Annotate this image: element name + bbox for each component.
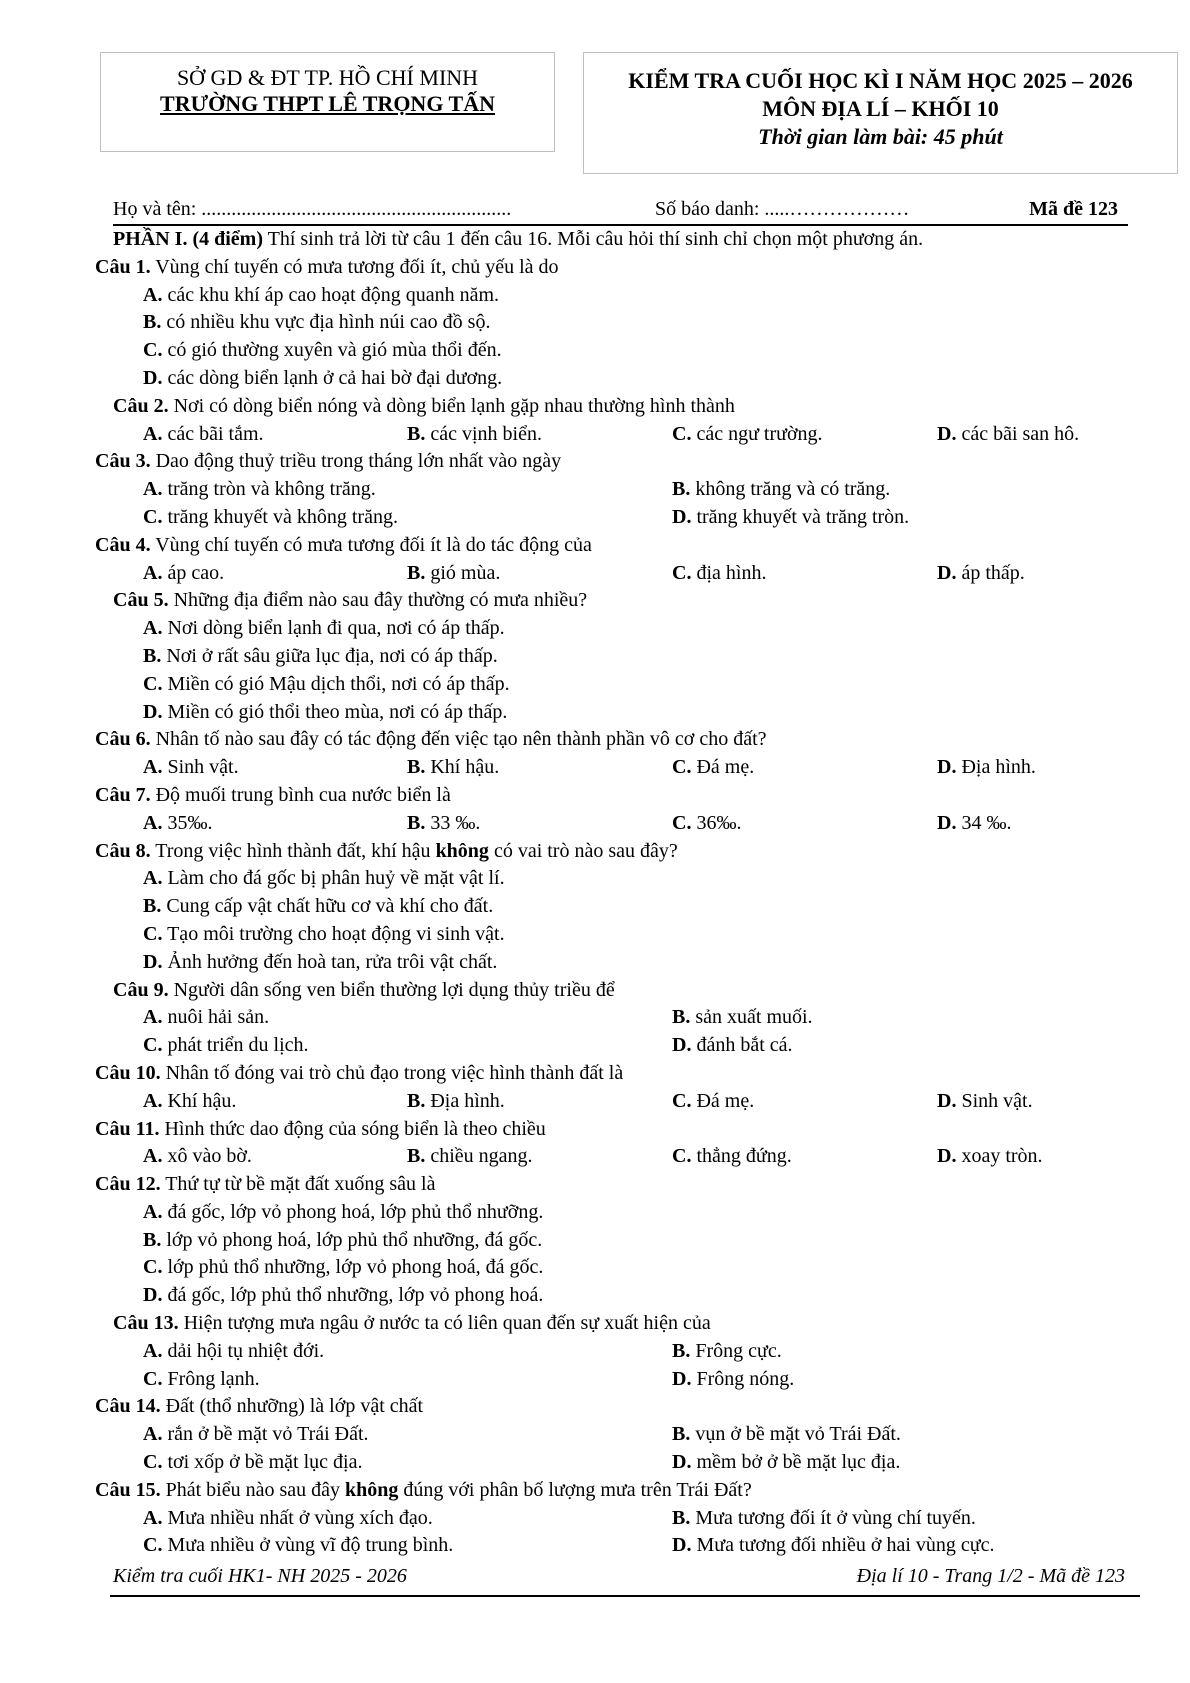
options-row [0, 893, 1190, 921]
option-letter: D. [672, 1367, 692, 1390]
question-label: Câu 10. [95, 1061, 161, 1084]
answer-option [143, 893, 493, 921]
answer-option [672, 1338, 782, 1366]
option-letter: A. [143, 561, 163, 584]
answer-option [407, 1143, 533, 1171]
answer-option [143, 1366, 260, 1394]
option-text: trăng tròn và không trăng. [167, 478, 376, 501]
student-info-row [113, 198, 1128, 226]
option-letter: C. [143, 1367, 163, 1390]
option-letter: D. [937, 422, 957, 445]
answer-option [672, 1004, 813, 1032]
option-letter: B. [143, 1228, 162, 1251]
options-row [0, 1505, 1190, 1533]
option-text: đánh bắt cá. [696, 1034, 793, 1057]
question-label: Câu 5. [113, 589, 169, 612]
option-text: các dòng biển lạnh ở cả hai bờ đại dương. [167, 366, 503, 389]
option-letter: B. [407, 422, 426, 445]
option-text: Miền có gió thổi theo mùa, nơi có áp thấp. [167, 700, 508, 723]
question-stem-text [95, 254, 559, 282]
options-row [0, 615, 1190, 643]
option-letter: D. [672, 1451, 692, 1474]
option-text: Đá mẹ. [696, 1089, 755, 1112]
answer-option [672, 1421, 901, 1449]
options-row [0, 1004, 1190, 1032]
option-text: vụn ở bề mặt vỏ Trái Đất. [695, 1423, 901, 1446]
answer-option [672, 421, 823, 449]
option-text: dải hội tụ nhiệt đới. [167, 1339, 325, 1362]
option-letter: B. [143, 311, 162, 334]
question-label: Câu 13. [113, 1312, 179, 1335]
option-letter: D. [937, 811, 957, 834]
answer-option [672, 810, 741, 838]
answer-option [143, 1532, 453, 1560]
answer-option [407, 754, 499, 782]
option-letter: A. [143, 422, 163, 445]
option-text: áp thấp. [961, 561, 1025, 584]
options-row [0, 671, 1190, 699]
options-row [0, 1227, 1190, 1255]
question-stem-text [95, 1477, 752, 1505]
option-text: áp cao. [167, 561, 225, 584]
option-letter: D. [937, 561, 957, 584]
question-label: Câu 2. [113, 394, 169, 417]
option-letter: C. [143, 339, 163, 362]
option-letter: C. [672, 422, 692, 445]
option-text: có nhiều khu vực địa hình núi cao đồ sộ. [166, 311, 491, 334]
option-letter: B. [672, 1423, 691, 1446]
option-text: trăng khuyết và trăng tròn. [696, 505, 910, 528]
answer-option [672, 1143, 792, 1171]
question-stem [0, 1477, 1190, 1505]
stem-text: Đất (thổ nhưỡng) là lớp vật chất [165, 1395, 424, 1418]
question-stem [0, 393, 1190, 421]
answer-option [143, 309, 490, 337]
question-label: Câu 7. [95, 783, 151, 806]
option-letter: B. [143, 644, 162, 667]
option-text: tơi xốp ở bề mặt lục địa. [167, 1451, 363, 1474]
answer-option [143, 476, 376, 504]
option-letter: D. [937, 1089, 957, 1112]
option-letter: C. [672, 1145, 692, 1168]
option-letter: C. [672, 1089, 692, 1112]
option-text: Mưa tương đối nhiều ở hai vùng cực. [696, 1534, 995, 1557]
option-letter: D. [937, 756, 957, 779]
options-row [0, 1366, 1190, 1394]
answer-option [672, 1449, 900, 1477]
answer-option [143, 1449, 362, 1477]
stem-text: Người dân sống ven biển thường lợi dụng thủy triều để [173, 978, 615, 1001]
option-text: Tạo môi trường cho hoạt động vi sinh vật. [167, 922, 505, 945]
option-letter: C. [143, 672, 163, 695]
stem-part: đúng với phân bố lượng mưa trên Trái Đất? [398, 1478, 752, 1501]
school-name: TRƯỜNG THPT LÊ TRỌNG TẤN [160, 91, 495, 116]
option-text: gió mùa. [430, 561, 501, 584]
answer-option [672, 1032, 793, 1060]
exam-code: Mã đề 123 [1029, 198, 1118, 220]
option-text: 33 ‰. [430, 811, 481, 834]
option-text: 35‰. [167, 811, 213, 834]
question-stem-text [95, 726, 767, 754]
option-text: xoay tròn. [961, 1145, 1043, 1168]
options-row [0, 865, 1190, 893]
question-stem-text [95, 1171, 435, 1199]
option-letter: D. [672, 505, 692, 528]
option-letter: C. [672, 561, 692, 584]
option-text: Đá mẹ. [696, 756, 755, 779]
options-row [0, 560, 1190, 588]
question-label: Câu 12. [95, 1173, 161, 1196]
answer-option [672, 560, 766, 588]
exam-title: KIỂM TRA CUỐI HỌC KÌ I NĂM HỌC 2025 – 2026 [628, 68, 1133, 93]
answer-option [143, 615, 505, 643]
option-letter: A. [143, 1089, 163, 1112]
option-text: Sinh vật. [167, 756, 239, 779]
question-stem [0, 448, 1190, 476]
option-text: sản xuất muối. [695, 1006, 813, 1029]
question-stem-text [95, 532, 592, 560]
student-id-field: Số báo danh: .....……………… [655, 198, 910, 220]
part1-heading [0, 226, 1190, 254]
option-text: các bãi san hô. [961, 422, 1080, 445]
option-text: lớp vỏ phong hoá, lớp phủ thổ nhưỡng, đá gốc. [166, 1228, 543, 1251]
question-stem [0, 977, 1190, 1005]
question-stem-text [95, 448, 561, 476]
answer-option [937, 421, 1079, 449]
option-text: 36‰. [696, 811, 742, 834]
option-letter: A. [143, 1339, 163, 1362]
question-label: Câu 3. [95, 450, 151, 473]
answer-option [143, 1421, 369, 1449]
option-letter: D. [143, 950, 163, 973]
stem-emphasis: không [344, 1478, 399, 1501]
option-text: Cung cấp vật chất hữu cơ và khí cho đất. [166, 895, 494, 918]
stem-text: Dao động thuỷ triều trong tháng lớn nhất vào ngày [155, 450, 562, 473]
option-letter: B. [407, 561, 426, 584]
stem-text: Thứ tự từ bề mặt đất xuống sâu là [165, 1173, 436, 1196]
answer-option [937, 810, 1011, 838]
options-row [0, 1532, 1190, 1560]
stem-text: Nơi có dòng biển nóng và dòng biển lạnh gặp nhau thường hình thành [173, 394, 735, 417]
exam-duration: Thời gian làm bài: 45 phút [758, 124, 1003, 149]
option-letter: C. [672, 756, 692, 779]
options-row [0, 1088, 1190, 1116]
option-letter: A. [143, 756, 163, 779]
option-letter: C. [672, 811, 692, 834]
option-letter: C. [143, 922, 163, 945]
question-stem-text [95, 782, 451, 810]
option-text: xô vào bờ. [167, 1145, 252, 1168]
question-stem-text [113, 977, 615, 1005]
answer-option [937, 1143, 1043, 1171]
question-label: Câu 8. [95, 839, 151, 862]
answer-option [672, 504, 909, 532]
answer-option [143, 421, 264, 449]
option-letter: C. [143, 1534, 163, 1557]
subject-title: MÔN ĐỊA LÍ – KHỐI 10 [762, 96, 999, 121]
school-header-box [100, 52, 555, 152]
answer-option [672, 1366, 794, 1394]
options-row [0, 810, 1190, 838]
answer-option [143, 1004, 269, 1032]
answer-option [143, 365, 502, 393]
option-text: các bãi tắm. [167, 422, 264, 445]
option-letter: D. [672, 1034, 692, 1057]
answer-option [937, 754, 1036, 782]
option-text: Nơi dòng biển lạnh đi qua, nơi có áp thấp. [167, 617, 505, 640]
question-stem [0, 1393, 1190, 1421]
stem-text: Nhân tố đóng vai trò chủ đạo trong việc hình thành đất là [165, 1061, 624, 1084]
stem-text: Vùng chí tuyến có mưa tương đối ít, chủ yếu là do [155, 255, 559, 278]
option-text: thẳng đứng. [696, 1145, 792, 1168]
question-label: Câu 4. [95, 533, 151, 556]
option-letter: C. [143, 1034, 163, 1057]
option-text: Ảnh hưởng đến hoà tan, rửa trôi vật chất. [167, 950, 498, 973]
question-list [0, 226, 1190, 1560]
stem-emphasis: không [435, 839, 489, 862]
option-letter: D. [937, 1145, 957, 1168]
answer-option [937, 560, 1025, 588]
question-stem [0, 782, 1190, 810]
option-text: mềm bở ở bề mặt lục địa. [696, 1451, 901, 1474]
option-letter: B. [672, 1339, 691, 1362]
answer-option [143, 699, 507, 727]
options-row [0, 949, 1190, 977]
option-text: đá gốc, lớp vỏ phong hoá, lớp phủ thổ nhưỡng. [167, 1200, 544, 1223]
option-letter: D. [143, 366, 163, 389]
question-stem [0, 254, 1190, 282]
question-label: Câu 15. [95, 1478, 161, 1501]
option-letter: A. [143, 1006, 163, 1029]
page-footer [110, 1565, 1140, 1597]
option-text: đá gốc, lớp phủ thổ nhưỡng, lớp vỏ phong hoá. [167, 1284, 544, 1307]
option-text: Khí hậu. [167, 1089, 237, 1112]
option-text: Mưa nhiều nhất ở vùng xích đạo. [167, 1506, 433, 1529]
option-letter: B. [672, 1006, 691, 1029]
option-text: địa hình. [696, 561, 767, 584]
options-row [0, 504, 1190, 532]
answer-option [143, 1227, 542, 1255]
option-text: không trăng và có trăng. [695, 478, 891, 501]
option-text: Frông lạnh. [167, 1367, 260, 1390]
option-text: Frông cực. [695, 1339, 782, 1362]
options-row [0, 1338, 1190, 1366]
question-stem [0, 1310, 1190, 1338]
option-letter: A. [143, 1200, 163, 1223]
options-row [0, 1143, 1190, 1171]
option-text: Miền có gió Mậu dịch thổi, nơi có áp thấp. [167, 672, 510, 695]
option-letter: A. [143, 811, 163, 834]
options-row [0, 476, 1190, 504]
option-letter: A. [143, 1423, 163, 1446]
question-label: Câu 9. [113, 978, 169, 1001]
stem-text: Vùng chí tuyến có mưa tương đối ít là do tác động của [155, 533, 592, 556]
question-stem [0, 587, 1190, 615]
question-stem-text [113, 393, 735, 421]
answer-option [672, 1532, 995, 1560]
answer-option [143, 504, 398, 532]
options-row [0, 282, 1190, 310]
option-text: phát triển du lịch. [167, 1034, 309, 1057]
option-letter: C. [143, 1451, 163, 1474]
answer-option [143, 1338, 324, 1366]
question-stem-text [95, 1060, 623, 1088]
answer-option [407, 1088, 505, 1116]
question-stem-text [95, 838, 678, 866]
option-text: Frông nóng. [696, 1367, 795, 1390]
options-row [0, 921, 1190, 949]
option-text: các ngư trường. [696, 422, 823, 445]
option-text: có gió thường xuyên và gió mùa thổi đến. [167, 339, 502, 362]
answer-option [143, 865, 505, 893]
question-stem [0, 1060, 1190, 1088]
stem-text: Độ muối trung bình cua nước biển là [155, 783, 451, 806]
option-letter: A. [143, 1506, 163, 1529]
options-row [0, 699, 1190, 727]
option-letter: B. [672, 1506, 691, 1529]
option-letter: D. [143, 1284, 163, 1307]
answer-option [672, 1088, 754, 1116]
options-row [0, 1199, 1190, 1227]
option-text: Nơi ở rất sâu giữa lục địa, nơi có áp thấp. [166, 644, 498, 667]
footer-left: Kiểm tra cuối HK1- NH 2025 - 2026 [113, 1565, 407, 1587]
options-row [0, 1032, 1190, 1060]
option-letter: B. [407, 811, 426, 834]
option-text: các khu khí áp cao hoạt động quanh năm. [167, 283, 500, 306]
answer-option [937, 1088, 1033, 1116]
answer-option [143, 810, 212, 838]
answer-option [143, 1282, 543, 1310]
option-letter: A. [143, 283, 163, 306]
option-letter: A. [143, 1145, 163, 1168]
answer-option [143, 643, 498, 671]
option-text: Mưa nhiều ở vùng vĩ độ trung bình. [167, 1534, 454, 1557]
department-name: SỞ GD & ĐT TP. HỒ CHÍ MINH [176, 65, 479, 90]
options-row [0, 1449, 1190, 1477]
answer-option [143, 671, 510, 699]
part1-title: PHẦN I. (4 điểm) [113, 228, 263, 250]
option-text: các vịnh biển. [430, 422, 542, 445]
answer-option [143, 1088, 236, 1116]
answer-option [143, 1199, 543, 1227]
answer-option [143, 282, 499, 310]
question-label: Câu 1. [95, 255, 151, 278]
stem-text: Nhân tố nào sau đây có tác động đến việc tạo nên thành phần vô cơ cho đất? [155, 728, 767, 751]
option-letter: C. [143, 1256, 163, 1279]
option-text: Mưa tương đối ít ở vùng chí tuyến. [695, 1506, 976, 1529]
answer-option [143, 1505, 433, 1533]
stem-text: Hiện tượng mưa ngâu ở nước ta có liên quan đến sự xuất hiện của [183, 1312, 711, 1335]
answer-option [143, 754, 239, 782]
answer-option [407, 560, 500, 588]
answer-option [143, 337, 502, 365]
options-row [0, 1282, 1190, 1310]
stem-part: Phát biểu nào sau đây [165, 1478, 345, 1501]
option-text: rắn ở bề mặt vỏ Trái Đất. [167, 1423, 369, 1446]
options-row [0, 421, 1190, 449]
answer-option [672, 1505, 976, 1533]
option-letter: B. [407, 756, 426, 779]
option-letter: D. [143, 700, 163, 723]
option-text: Làm cho đá gốc bị phân huỷ về mặt vật lí. [167, 867, 505, 890]
option-text: trăng khuyết và không trăng. [167, 505, 398, 528]
answer-option [407, 421, 542, 449]
option-text: 34 ‰. [961, 811, 1012, 834]
stem-text: Những địa điểm nào sau đây thường có mưa nhiều? [173, 589, 588, 612]
question-stem [0, 1116, 1190, 1144]
footer-right: Địa lí 10 - Trang 1/2 - Mã đề 123 [856, 1565, 1125, 1587]
question-label: Câu 11. [95, 1117, 160, 1140]
stem-part: Trong việc hình thành đất, khí hậu [155, 839, 436, 862]
options-row [0, 337, 1190, 365]
question-stem [0, 726, 1190, 754]
option-text: Sinh vật. [961, 1089, 1033, 1112]
option-letter: D. [672, 1534, 692, 1557]
answer-option [143, 1254, 543, 1282]
option-letter: B. [672, 478, 691, 501]
stem-part: có vai trò nào sau đây? [488, 839, 678, 862]
answer-option [407, 810, 480, 838]
question-stem [0, 532, 1190, 560]
option-letter: B. [143, 895, 162, 918]
question-stem [0, 1171, 1190, 1199]
stem-text: Hình thức dao động của sóng biển là theo chiều [164, 1117, 546, 1140]
options-row [0, 1421, 1190, 1449]
question-stem-text [113, 587, 587, 615]
exam-header-box [583, 52, 1178, 174]
answer-option [143, 949, 497, 977]
options-row [0, 754, 1190, 782]
questions-container [0, 254, 1190, 1560]
answer-option [672, 476, 890, 504]
options-row [0, 643, 1190, 671]
question-stem-text [95, 1393, 423, 1421]
option-letter: C. [143, 505, 163, 528]
question-stem-text [95, 1116, 546, 1144]
question-label: Câu 6. [95, 728, 151, 751]
option-text: chiều ngang. [430, 1145, 533, 1168]
options-row [0, 309, 1190, 337]
option-letter: B. [407, 1089, 426, 1112]
option-letter: A. [143, 867, 163, 890]
answer-option [672, 754, 754, 782]
option-text: Địa hình. [430, 1089, 505, 1112]
options-row [0, 365, 1190, 393]
student-name-field: Họ và tên: .............................................................. [113, 198, 512, 220]
part1-instruction: Thí sinh trả lời từ câu 1 đến câu 16. Mỗi câu hỏi thí sinh chỉ chọn một phương án. [262, 228, 924, 250]
option-text: lớp phủ thổ nhưỡng, lớp vỏ phong hoá, đá gốc. [167, 1256, 544, 1279]
answer-option [143, 921, 505, 949]
option-letter: A. [143, 617, 163, 640]
question-label: Câu 14. [95, 1395, 161, 1418]
option-text: Khí hậu. [430, 756, 500, 779]
answer-option [143, 560, 224, 588]
option-letter: A. [143, 478, 163, 501]
option-text: nuôi hải sản. [167, 1006, 270, 1029]
answer-option [143, 1032, 309, 1060]
question-stem [0, 838, 1190, 866]
option-text: Địa hình. [961, 756, 1036, 779]
options-row [0, 1254, 1190, 1282]
question-stem-text [113, 1310, 711, 1338]
option-letter: B. [407, 1145, 426, 1168]
answer-option [143, 1143, 252, 1171]
